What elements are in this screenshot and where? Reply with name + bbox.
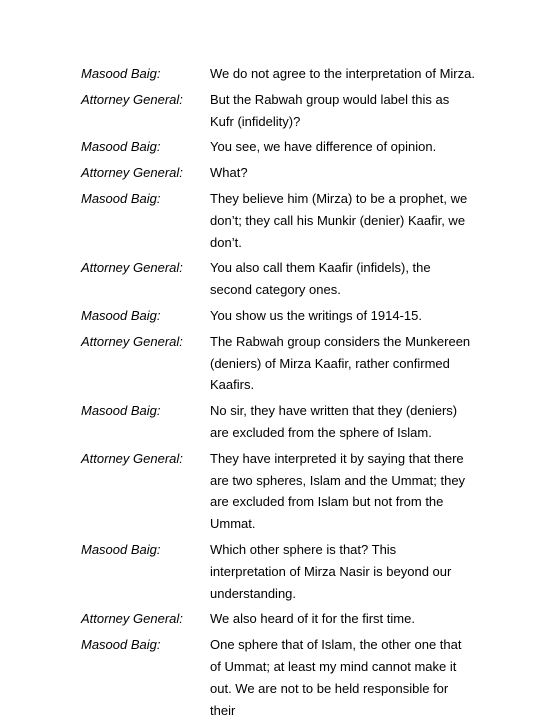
speaker-name: Attorney General: bbox=[81, 260, 183, 276]
speech-text: You see, we have difference of opinion. bbox=[210, 139, 437, 155]
speaker-name: Masood Baig: bbox=[81, 307, 161, 323]
transcript-entry bbox=[81, 63, 481, 85]
transcript-entry bbox=[81, 448, 481, 535]
transcript-entry bbox=[81, 162, 481, 184]
speech-text: We also heard of it for the first time. bbox=[210, 611, 415, 627]
speech-text: One sphere that of Islam, the other one that of Ummat; at least my mind cannot make it out. We are not to be held responsible for their bbox=[210, 637, 462, 718]
speaker-name: Masood Baig: bbox=[81, 637, 161, 653]
speech-text: You show us the writings of 1914-15. bbox=[210, 307, 422, 323]
speaker-name: Attorney General: bbox=[81, 333, 183, 349]
speech-text: The Rabwah group considers the Munkereen (deniers) of Mirza Kaafir, rather confirmed Kaafirs. bbox=[210, 333, 471, 393]
speaker-name: Masood Baig: bbox=[81, 403, 161, 419]
transcript-entry bbox=[81, 305, 481, 327]
speech-text: They believe him (Mirza) to be a prophet, we don’t; they call his Munkir (denier) Kaafir, we don’t. bbox=[210, 190, 468, 250]
speech-text: What? bbox=[210, 165, 248, 181]
speaker-name: Attorney General: bbox=[81, 450, 183, 466]
speech-text: They have interpreted it by saying that there are two spheres, Islam and the Ummat; they are excluded from Islam but not from the Ummat. bbox=[210, 450, 466, 532]
speech-text: Which other sphere is that? This interpretation of Mirza Nasir is beyond our understanding. bbox=[210, 541, 452, 601]
transcript-entry bbox=[81, 400, 481, 444]
speaker-name: Masood Baig: bbox=[81, 190, 161, 206]
transcript-entry bbox=[81, 257, 481, 301]
speaker-name: Masood Baig: bbox=[81, 541, 161, 557]
transcript bbox=[81, 63, 481, 725]
transcript-entry bbox=[81, 608, 481, 630]
speaker-name: Masood Baig: bbox=[81, 66, 161, 81]
speaker-name: Attorney General: bbox=[81, 91, 183, 107]
speaker-name: Attorney General: bbox=[81, 611, 183, 627]
transcript-entry bbox=[81, 331, 481, 396]
speech-text: But the Rabwah group would label this as Kufr (infidelity)? bbox=[210, 91, 450, 129]
speaker-name: Masood Baig: bbox=[81, 139, 161, 155]
speaker-name: Attorney General: bbox=[81, 165, 183, 181]
transcript-entry bbox=[81, 539, 481, 604]
transcript-entry bbox=[81, 188, 481, 253]
transcript-entry bbox=[81, 89, 481, 133]
speech-text: We do not agree to the interpretation of Mirza. bbox=[210, 66, 475, 81]
speech-text: No sir, they have written that they (deniers) are excluded from the sphere of Islam. bbox=[210, 403, 458, 440]
transcript-entry bbox=[81, 634, 481, 721]
speech-text: You also call them Kaafir (infidels), the second category ones. bbox=[210, 260, 431, 298]
transcript-entry bbox=[81, 136, 481, 158]
